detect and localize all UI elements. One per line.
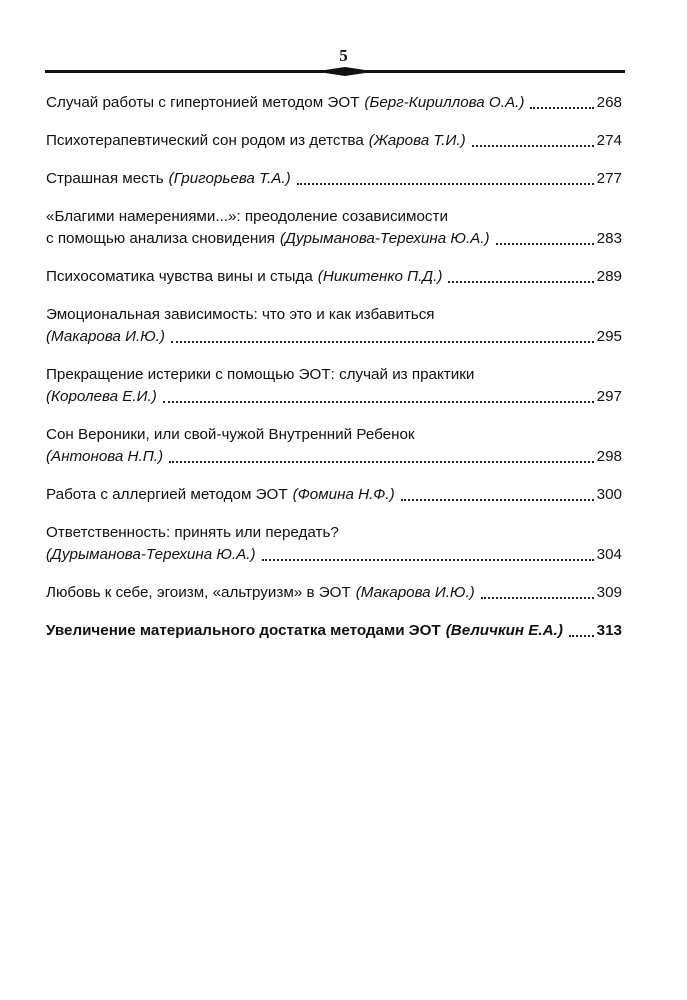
toc-entry-line xyxy=(46,326,622,348)
toc-entry-title: Ответственность: принять или передать? xyxy=(46,524,339,541)
toc-entry-author: (Королева Е.И.) xyxy=(46,388,157,405)
dot-leader xyxy=(163,387,594,403)
toc-entry-line xyxy=(46,620,622,642)
dot-leader xyxy=(496,229,594,245)
toc-entry-title: Страшная месть xyxy=(46,170,164,187)
toc-entry-page: 283 xyxy=(596,230,622,247)
dot-leader xyxy=(171,327,594,343)
toc-entry-page: 300 xyxy=(596,486,622,503)
toc-entry-line xyxy=(46,446,622,468)
dot-leader xyxy=(448,267,593,283)
toc-entry-title: Прекращение истерики с помощью ЭОТ: случай из практики xyxy=(46,366,475,383)
toc-entry-page: 313 xyxy=(596,622,622,639)
toc-entry-author: (Величкин Е.А.) xyxy=(445,622,563,639)
toc-entry xyxy=(46,130,622,152)
toc-entry-author: (Григорьева Т.А.) xyxy=(168,170,291,187)
toc-entry-line xyxy=(46,92,622,114)
toc-entry-line xyxy=(46,386,622,408)
toc-entry-line xyxy=(46,304,622,326)
toc-entry-page: 298 xyxy=(596,448,622,465)
dot-leader xyxy=(169,447,594,463)
page-number: 5 xyxy=(339,46,348,65)
toc-entry xyxy=(46,522,622,566)
toc-entry-line xyxy=(46,424,622,446)
toc-entry-author: (Антонова Н.П.) xyxy=(46,448,164,465)
toc-entry-author: (Никитенко П.Д.) xyxy=(317,268,443,285)
toc-entry-line xyxy=(46,522,622,544)
toc-entry-title: Психотерапевтический сон родом из детства xyxy=(46,132,364,149)
toc-entry-line xyxy=(46,582,622,604)
toc-entry-page: 304 xyxy=(596,546,622,563)
header-rule xyxy=(45,67,625,77)
toc-entry-page: 277 xyxy=(596,170,622,187)
toc-entry-line xyxy=(46,364,622,386)
toc-entry-page: 289 xyxy=(596,268,622,285)
toc-entry-title: Психосоматика чувства вины и стыда xyxy=(46,268,313,285)
dot-leader xyxy=(481,583,594,599)
toc-entry xyxy=(46,484,622,506)
toc-entry xyxy=(46,582,622,604)
toc-entry-page: 274 xyxy=(596,132,622,149)
toc-entry xyxy=(46,168,622,190)
toc-entry-author: (Макарова И.Ю.) xyxy=(355,584,475,601)
toc-entry-line xyxy=(46,484,622,506)
toc-entry-page: 268 xyxy=(596,94,622,111)
toc-entry-line xyxy=(46,228,622,250)
toc-entry-line xyxy=(46,168,622,190)
toc-entry xyxy=(46,304,622,348)
toc-entry-line xyxy=(46,544,622,566)
toc-entry-title: «Благими намерениями...»: преодоление созависимости xyxy=(46,208,448,225)
toc-entry xyxy=(46,266,622,288)
table-of-contents xyxy=(46,92,622,658)
toc-entry-title: Увеличение материального достатка методами ЭОТ xyxy=(46,622,441,639)
toc-entry xyxy=(46,424,622,468)
toc-entry-author: (Дурыманова-Терехина Ю.А.) xyxy=(280,230,490,247)
toc-entry-title: Любовь к себе, эгоизм, «альтруизм» в ЭОТ xyxy=(46,584,351,601)
toc-entry-author: (Фомина Н.Ф.) xyxy=(292,486,395,503)
dot-leader xyxy=(401,485,594,501)
toc-entry-title: Эмоциональная зависимость: что это и как избавиться xyxy=(46,306,435,323)
toc-entry-line xyxy=(46,130,622,152)
dot-leader xyxy=(569,621,594,637)
toc-entry xyxy=(46,620,622,642)
toc-entry-title: Случай работы с гипертонией методом ЭОТ xyxy=(46,94,360,111)
toc-entry-title: с помощью анализа сновидения xyxy=(46,230,276,247)
toc-entry-author: (Берг-Кириллова О.А.) xyxy=(364,94,525,111)
toc-entry-page: 297 xyxy=(596,388,622,405)
dot-leader xyxy=(297,169,594,185)
dot-leader xyxy=(262,545,594,561)
toc-entry xyxy=(46,364,622,408)
dot-leader xyxy=(472,131,594,147)
toc-entry-page: 295 xyxy=(596,328,622,345)
toc-entry-title: Сон Вероники, или свой-чужой Внутренний Ребенок xyxy=(46,426,415,443)
toc-entry-line xyxy=(46,206,622,228)
toc-entry-line xyxy=(46,266,622,288)
toc-entry xyxy=(46,206,622,250)
toc-entry-author: (Макарова И.Ю.) xyxy=(46,328,165,345)
dot-leader xyxy=(530,93,593,109)
toc-entry-author: (Дурыманова-Терехина Ю.А.) xyxy=(46,546,256,563)
toc-entry-title: Работа с аллергией методом ЭОТ xyxy=(46,486,288,503)
toc-entry-page: 309 xyxy=(596,584,622,601)
toc-entry xyxy=(46,92,622,114)
toc-entry-author: (Жарова Т.И.) xyxy=(368,132,466,149)
